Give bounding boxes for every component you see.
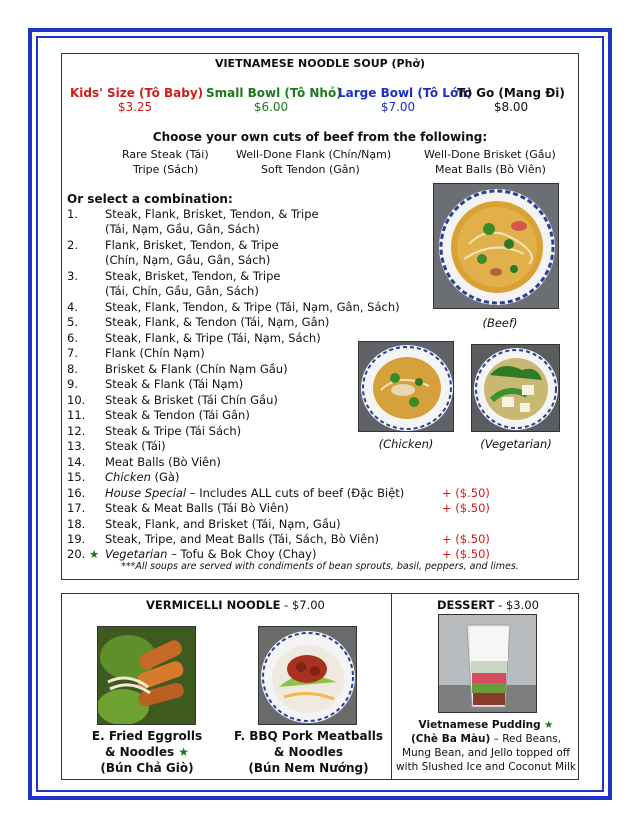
cut-item: Rare Steak (Tái)	[122, 148, 209, 161]
dish-f-viet: (Bún Nem Nướng)	[248, 761, 369, 775]
soup-title: VIETNAMESE NOODLE SOUP (Phở)	[214, 57, 426, 70]
size-label: Large Bowl (Tô Lớn)	[338, 86, 473, 100]
condiments-note: ***All soups are served with condiments of bean sprouts, basil, peppers, and limes.	[121, 561, 519, 572]
item-text-wrap	[105, 547, 316, 561]
item-text-italic: Chicken	[105, 470, 151, 484]
item-text: – Includes ALL cuts of beef (Đặc Biệt)	[186, 486, 405, 500]
dish-f	[226, 728, 391, 776]
extra-charge: + ($.50)	[442, 532, 490, 546]
item-subtext: (Tái, Nạm, Gầu, Gân, Sách)	[105, 222, 260, 236]
item-text-wrap	[105, 486, 404, 500]
size-price: $8.00	[493, 100, 529, 114]
item-number: 12.	[67, 424, 86, 438]
item-number: 16.	[67, 486, 86, 500]
extra-charge: + ($.50)	[442, 547, 490, 561]
item-text: Steak & Tendon (Tái Gân)	[105, 408, 250, 422]
item-text: Steak, Brisket, Tendon, & Tripe	[105, 269, 281, 283]
vermicelli-title	[146, 598, 325, 612]
item-number: 14.	[67, 455, 86, 469]
bbq-pork-photo	[258, 626, 357, 725]
pudding-photo	[438, 614, 537, 713]
dessert-label: DESSERT	[437, 598, 495, 612]
vegetarian-caption: (Vegetarian)	[480, 437, 552, 451]
choose-heading: Choose your own cuts of beef from the following:	[152, 130, 488, 144]
beef-pho-photo	[433, 183, 559, 309]
item-number: 15.	[67, 470, 86, 484]
item-text: Steak, Tripe, and Meat Balls (Tái, Sách, Bò Viên)	[105, 532, 379, 546]
item-text: Steak, Flank, & Tendon (Tái, Nạm, Gân)	[105, 315, 330, 329]
item-text: Meat Balls (Bò Viên)	[105, 455, 221, 469]
item-number: 13.	[67, 439, 86, 453]
dessert-viet-name: (Chè Ba Màu)	[410, 733, 491, 745]
chicken-pho-photo	[358, 341, 454, 432]
item-text: Flank, Brisket, Tendon, & Tripe	[105, 238, 279, 252]
item-number: 6.	[67, 331, 78, 345]
item-text: Flank (Chín Nạm)	[105, 346, 205, 360]
size-kids	[70, 86, 204, 114]
cut-item: Meat Balls (Bò Viên)	[435, 163, 546, 176]
beef-caption: (Beef)	[482, 316, 518, 330]
cut-item: Soft Tendon (Gân)	[261, 163, 360, 176]
item-number: 10.	[67, 393, 86, 407]
item-number: 4.	[67, 300, 78, 314]
item-text: Brisket & Flank (Chín Nạm Gầu)	[105, 362, 288, 376]
item-text: Steak, Flank, Brisket, Tendon, & Tripe	[105, 207, 319, 221]
chicken-caption: (Chicken)	[378, 437, 434, 451]
item-text: Steak, Flank, & Tripe (Tái, Nạm, Sách)	[105, 331, 321, 345]
item-text-wrap	[105, 470, 179, 484]
item-text: Steak (Tái)	[105, 439, 166, 453]
size-label: Small Bowl (Tô Nhỏ)	[206, 86, 342, 100]
item-text: Steak, Flank, Tendon, & Tripe (Tái, Nạm, Gân, Sách)	[105, 300, 400, 314]
eggrolls-photo	[97, 626, 196, 725]
cut-item: Tripe (Sách)	[133, 163, 199, 176]
dish-e-viet: (Bún Chả Giò)	[100, 761, 194, 775]
section-divider	[391, 593, 392, 780]
extra-charge: + ($.50)	[442, 501, 490, 515]
item-number: 2.	[67, 238, 78, 252]
item-text: Steak & Meat Balls (Tái Bò Viên)	[105, 501, 289, 515]
dish-f-line2: & Noodles	[273, 745, 344, 759]
item-number: 7.	[67, 346, 78, 360]
item-text: Steak, Flank, and Brisket (Tái, Nạm, Gầu)	[105, 517, 341, 531]
item-number: 19.	[67, 532, 86, 546]
item-number: 1.	[67, 207, 78, 221]
item-number: 11.	[67, 408, 86, 422]
item-subtext: (Chín, Nạm, Gầu, Gân, Sách)	[105, 253, 271, 267]
dish-e-line2: & Noodles	[104, 745, 175, 759]
dessert-title	[437, 598, 539, 612]
star-icon: ★	[178, 745, 190, 759]
size-label: To Go (Mang Đi)	[457, 86, 565, 100]
size-price: $6.00	[253, 100, 289, 114]
item-text-italic: Vegetarian	[105, 547, 168, 561]
star-icon: ★	[89, 547, 100, 561]
dessert-price: - $3.00	[494, 598, 539, 612]
combo-heading: Or select a combination:	[67, 192, 233, 206]
vermicelli-label: VERMICELLI NOODLE	[146, 598, 281, 612]
cut-item: Well-Done Brisket (Gầu)	[424, 148, 556, 161]
item-number: 5.	[67, 315, 78, 329]
item-number: 20.	[67, 547, 86, 561]
item-subtext: (Tái, Chín, Gầu, Gân, Sách)	[105, 284, 259, 298]
item-text: Steak & Flank (Tái Nạm)	[105, 377, 244, 391]
item-text: Steak & Tripe (Tái Sách)	[105, 424, 242, 438]
item-number: 3.	[67, 269, 78, 283]
size-to-go	[456, 86, 566, 114]
item-number: 17.	[67, 501, 86, 515]
size-price: $7.00	[380, 100, 416, 114]
dish-e-name: E. Fried Eggrolls	[91, 729, 203, 743]
item-number: 8.	[67, 362, 78, 376]
extra-charge: + ($.50)	[442, 486, 490, 500]
dish-e-line2-wrap	[84, 744, 210, 760]
vermicelli-price: - $7.00	[280, 598, 325, 612]
item-text: (Gà)	[150, 470, 180, 484]
dessert-name: Vietnamese Pudding	[418, 719, 541, 731]
size-price: $3.25	[117, 100, 153, 114]
dessert-description	[396, 718, 576, 774]
size-label: Kids' Size (Tô Baby)	[70, 86, 204, 100]
item-text-italic: House Special	[105, 486, 187, 500]
star-icon: ★	[544, 719, 554, 731]
dish-e	[84, 728, 210, 776]
item-number: 9.	[67, 377, 78, 391]
item-number: 18.	[67, 517, 86, 531]
cut-item: Well-Done Flank (Chín/Nạm)	[236, 148, 392, 161]
vegetarian-pho-photo	[471, 344, 560, 432]
item-text: Steak & Brisket (Tái Chín Gầu)	[105, 393, 278, 407]
size-large	[338, 86, 473, 114]
dessert-desc: – Red Beans, Mung Bean, and Jello topped off with Slushed Ice and Coconut Milk	[396, 733, 576, 773]
item-text: – Tofu & Bok Choy (Chay)	[167, 547, 317, 561]
size-small	[206, 86, 342, 114]
dish-f-name: F. BBQ Pork Meatballs	[234, 729, 383, 743]
